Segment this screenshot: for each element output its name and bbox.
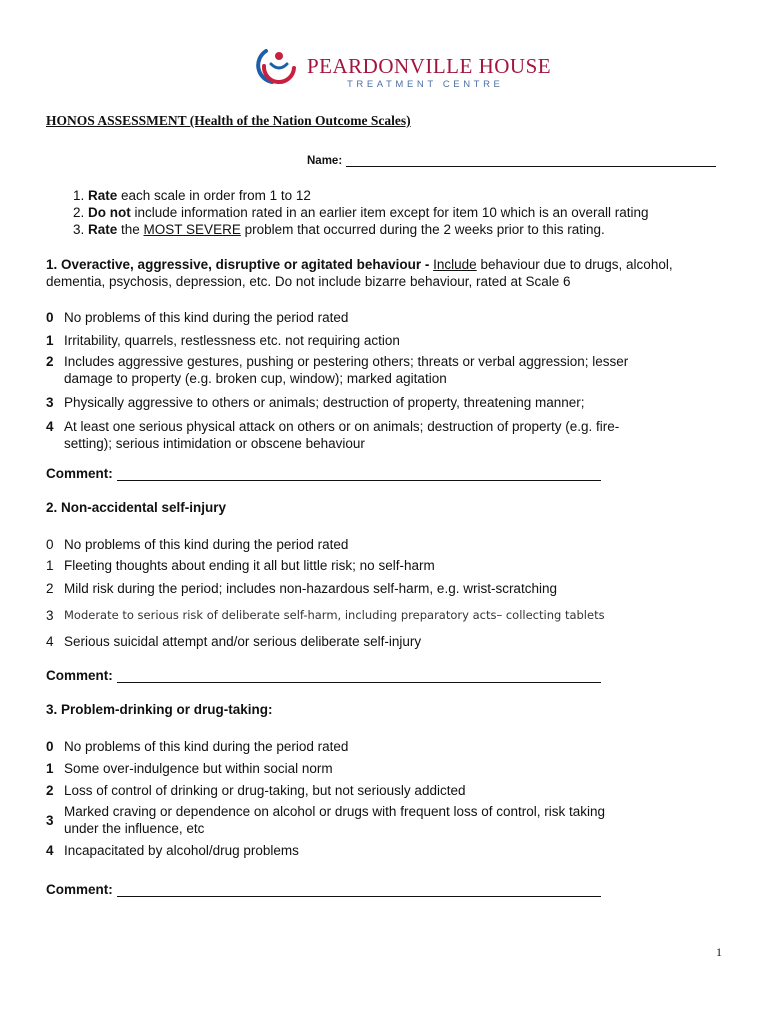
comment-row: Comment: xyxy=(46,466,601,481)
scale-item: 0 No problems of this kind during the period rated xyxy=(46,537,349,552)
scale-item: 2 Mild risk during the period; includes non-hazardous self-harm, e.g. wrist-scratching xyxy=(46,581,557,596)
scale-item: 1 Irritability, quarrels, restlessness etc. not requiring action xyxy=(46,333,400,348)
comment-input-line[interactable] xyxy=(117,466,601,481)
scale-item: 4 Incapacitated by alcohol/drug problems xyxy=(46,843,299,858)
name-label: Name: xyxy=(307,155,343,167)
section-heading-1: 1. Overactive, aggressive, disruptive or agitated behaviour - Include behaviour due to drugs, alcohol, dementia, psychosis, depression, etc. Do not include bizarre behaviour, rated at Scale 6 xyxy=(46,257,673,289)
brand-name: PEARDONVILLE HOUSE xyxy=(307,54,552,78)
section-heading-2: 2. Non-accidental self-injury xyxy=(46,500,227,515)
comment-input-line[interactable] xyxy=(117,882,601,897)
name-input-line[interactable] xyxy=(346,154,716,167)
comment-row: Comment: xyxy=(46,668,601,683)
scale-item: 4 At least one serious physical attack on others or on animals; destruction of property (e.g. fire-setting); serious intimidation or obscene behaviour xyxy=(46,419,620,451)
comment-input-line[interactable] xyxy=(117,668,601,683)
scale-item: 1 Some over-indulgence but within social norm xyxy=(46,761,333,776)
instructions-list xyxy=(46,187,768,238)
instruction-item: 1. Rate each scale in order from 1 to 12 xyxy=(88,187,768,204)
logo-mark-icon xyxy=(256,42,300,86)
page-title: HONOS ASSESSMENT (Health of the Nation Outcome Scales) xyxy=(46,113,411,128)
page-number: 1 xyxy=(716,945,722,959)
section-heading-3: 3. Problem-drinking or drug-taking: xyxy=(46,702,273,717)
scale-item: 3 Physically aggressive to others or animals; destruction of property, threatening manner; xyxy=(46,395,585,410)
comment-row: Comment: xyxy=(46,882,601,897)
scale-item: 0 No problems of this kind during the period rated xyxy=(46,739,349,754)
logo xyxy=(256,42,552,92)
scale-item: 3 Moderate to serious risk of deliberate self-harm, including preparatory acts– collecting tablets xyxy=(46,608,605,623)
scale-item: 0 No problems of this kind during the period rated xyxy=(46,310,349,325)
brand-subtitle: TREATMENT CENTRE xyxy=(347,79,504,90)
instruction-item: 2. Do not include information rated in an earlier item except for item 10 which is an overall rating xyxy=(88,204,768,221)
scale-item: 4 Serious suicidal attempt and/or serious deliberate self-injury xyxy=(46,634,422,649)
instruction-item: 3. Rate the MOST SEVERE problem that occurred during the 2 weeks prior to this rating. xyxy=(88,221,768,238)
name-field-row xyxy=(307,154,716,167)
scale-item: 1 Fleeting thoughts about ending it all but little risk; no self-harm xyxy=(46,558,435,573)
scale-item: 2 Loss of control of drinking or drug-taking, but not seriously addicted xyxy=(46,783,466,798)
scale-item: 3 Marked craving or dependence on alcohol or drugs with frequent loss of control, risk taking under the influence, etc xyxy=(46,804,606,836)
scale-item: 2 Includes aggressive gestures, pushing or pestering others; threats or verbal aggression; lesser damage to property (e.g. broken cup, window); marked agitation xyxy=(46,354,629,386)
